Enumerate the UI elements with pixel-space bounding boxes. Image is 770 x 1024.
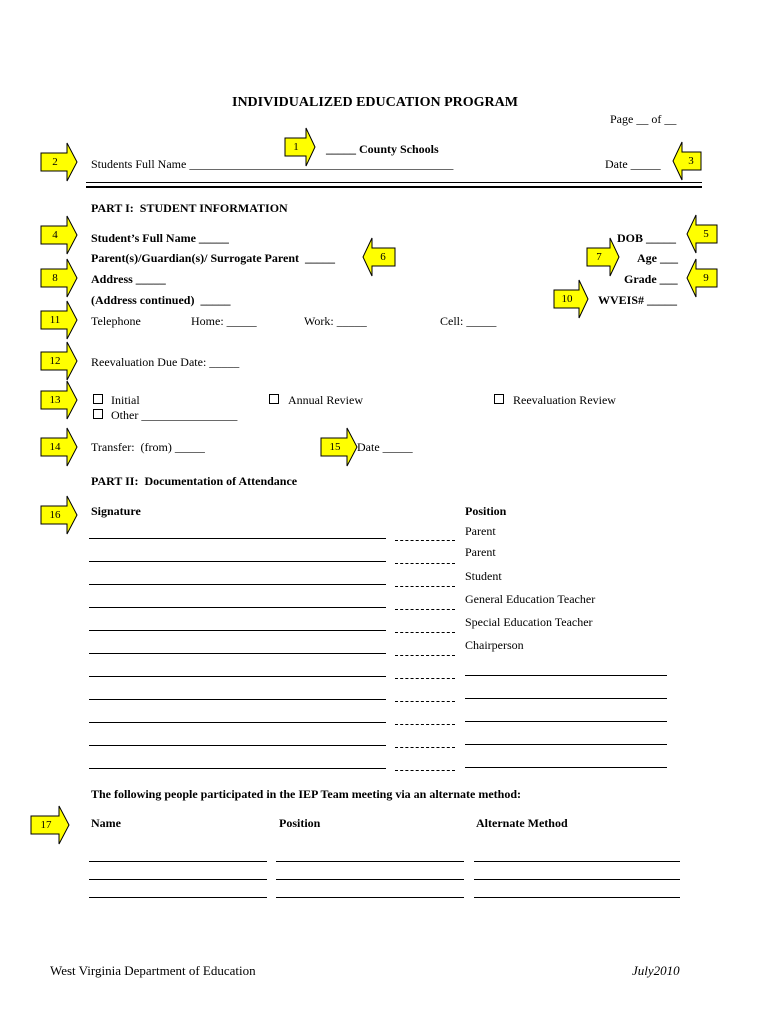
callout-arrow-14 (40, 427, 78, 467)
signature-line[interactable] (89, 676, 386, 677)
position-label: Chairperson (465, 638, 524, 652)
callout-arrow-13 (40, 380, 78, 420)
home-phone-field[interactable]: Home: _____ (191, 314, 257, 328)
callout-number: 4 (52, 229, 58, 241)
header-divider-top (86, 182, 702, 183)
address-field[interactable]: Address _____ (91, 272, 166, 286)
callout-arrow-8 (40, 258, 78, 298)
alt-name-line[interactable] (89, 897, 267, 898)
cell-phone-field[interactable]: Cell: _____ (440, 314, 497, 328)
alt-position-header: Position (279, 816, 321, 830)
parent-guardian-field[interactable]: Parent(s)/Guardian(s)/ Surrogate Parent _____ (91, 251, 335, 265)
reevaluation-review-label: Reevaluation Review (513, 393, 616, 407)
signature-dash (395, 632, 455, 633)
signature-dash (395, 724, 455, 725)
other-field[interactable]: Other ________________ (111, 408, 238, 422)
callout-arrow-5 (686, 214, 718, 254)
alt-method-line[interactable] (474, 861, 680, 862)
part2-heading: PART II: Documentation of Attendance (91, 474, 298, 488)
callout-number: 6 (380, 251, 386, 263)
alt-position-line[interactable] (276, 897, 464, 898)
alt-method-header: Alternate Method (476, 816, 568, 830)
header-divider-bottom (86, 186, 702, 188)
callout-arrow-6 (362, 237, 396, 277)
signature-line[interactable] (89, 722, 386, 723)
dob-field[interactable]: DOB _____ (617, 231, 677, 245)
callout-number: 11 (49, 314, 61, 326)
signature-dash (395, 655, 455, 656)
position-line[interactable] (465, 767, 667, 768)
callout-arrow-11 (40, 300, 78, 340)
callout-arrow-15 (320, 427, 358, 467)
callout-arrow-17 (30, 805, 70, 845)
page-title: INDIVIDUALIZED EDUCATION PROGRAM (232, 95, 518, 110)
callout-number: 10 (561, 293, 573, 305)
county-schools-field[interactable]: _____ County Schools (326, 142, 439, 156)
callout-number: 17 (40, 819, 52, 831)
callout-number: 5 (703, 228, 709, 240)
transfer-date-field[interactable]: Date _____ (357, 440, 413, 454)
callout-arrow-4 (40, 215, 78, 255)
alt-position-line[interactable] (276, 861, 464, 862)
callout-number: 3 (688, 155, 694, 167)
signature-line[interactable] (89, 768, 386, 769)
signature-dash (395, 586, 455, 587)
callout-number: 15 (329, 441, 341, 453)
callout-arrow-12 (40, 341, 78, 381)
students-full-name-field[interactable]: Students Full Name ____________________________________________ (91, 157, 454, 171)
transfer-from-field[interactable]: Transfer: (from) _____ (91, 440, 205, 454)
callout-arrow-3 (672, 141, 702, 181)
position-line[interactable] (465, 744, 667, 745)
callout-number: 8 (52, 272, 58, 284)
callout-arrow-7 (586, 237, 620, 277)
page-of-label: Page __ of __ (610, 112, 677, 126)
position-label: Student (465, 569, 502, 583)
footer-department: West Virginia Department of Education (50, 963, 256, 978)
signature-line[interactable] (89, 607, 386, 608)
reevaluation-due-field[interactable]: Reevaluation Due Date: _____ (91, 355, 240, 369)
other-checkbox[interactable] (93, 409, 103, 419)
position-label: General Education Teacher (465, 592, 596, 606)
signature-line[interactable] (89, 699, 386, 700)
position-line[interactable] (465, 675, 667, 676)
alt-method-line[interactable] (474, 897, 680, 898)
reevaluation-review-checkbox[interactable] (494, 394, 504, 404)
signature-dash (395, 609, 455, 610)
date-field[interactable]: Date _____ (605, 157, 661, 171)
signature-line[interactable] (89, 561, 386, 562)
signature-line[interactable] (89, 630, 386, 631)
signature-header: Signature (91, 504, 141, 518)
initial-checkbox[interactable] (93, 394, 103, 404)
signature-dash (395, 678, 455, 679)
alt-position-line[interactable] (276, 879, 464, 880)
callout-number: 7 (596, 251, 602, 263)
alt-name-line[interactable] (89, 879, 267, 880)
callout-number: 1 (293, 141, 299, 153)
work-phone-field[interactable]: Work: _____ (304, 314, 367, 328)
signature-dash (395, 540, 455, 541)
grade-field[interactable]: Grade ___ (624, 272, 678, 286)
callout-arrow-9 (686, 258, 718, 298)
position-label: Special Education Teacher (465, 615, 593, 629)
position-line[interactable] (465, 698, 667, 699)
signature-line[interactable] (89, 745, 386, 746)
callout-arrow-10 (553, 279, 589, 319)
position-line[interactable] (465, 721, 667, 722)
part1-heading: PART I: STUDENT INFORMATION (91, 201, 288, 215)
signature-line[interactable] (89, 584, 386, 585)
callout-number: 14 (49, 441, 61, 453)
callout-number: 12 (49, 355, 61, 367)
address-continued-field[interactable]: (Address continued) _____ (91, 293, 231, 307)
signature-dash (395, 747, 455, 748)
age-field[interactable]: Age ___ (637, 251, 678, 265)
position-label: Parent (465, 545, 496, 559)
wveis-field[interactable]: WVEIS# _____ (598, 293, 678, 307)
annual-review-checkbox[interactable] (269, 394, 279, 404)
callout-arrow-2 (40, 142, 78, 182)
annual-review-label: Annual Review (288, 393, 363, 407)
alt-name-header: Name (91, 816, 121, 830)
callout-arrow-16 (40, 495, 78, 535)
position-label: Parent (465, 524, 496, 538)
position-header: Position (465, 504, 507, 518)
signature-dash (395, 770, 455, 771)
alt-method-line[interactable] (474, 879, 680, 880)
footer-date: July2010 (632, 963, 680, 978)
signature-line[interactable] (89, 653, 386, 654)
callout-number: 2 (52, 156, 58, 168)
signature-dash (395, 701, 455, 702)
callout-number: 16 (49, 509, 61, 521)
signature-dash (395, 563, 455, 564)
callout-number: 9 (703, 272, 709, 284)
student-full-name-field[interactable]: Student’s Full Name _____ (91, 231, 229, 245)
callout-number: 13 (49, 394, 61, 406)
telephone-label: Telephone (91, 314, 141, 328)
callout-arrow-1 (284, 127, 316, 167)
signature-line[interactable] (89, 538, 386, 539)
initial-label: Initial (111, 393, 140, 407)
alternate-method-heading: The following people participated in the IEP Team meeting via an alternate method: (91, 787, 521, 801)
alt-name-line[interactable] (89, 861, 267, 862)
